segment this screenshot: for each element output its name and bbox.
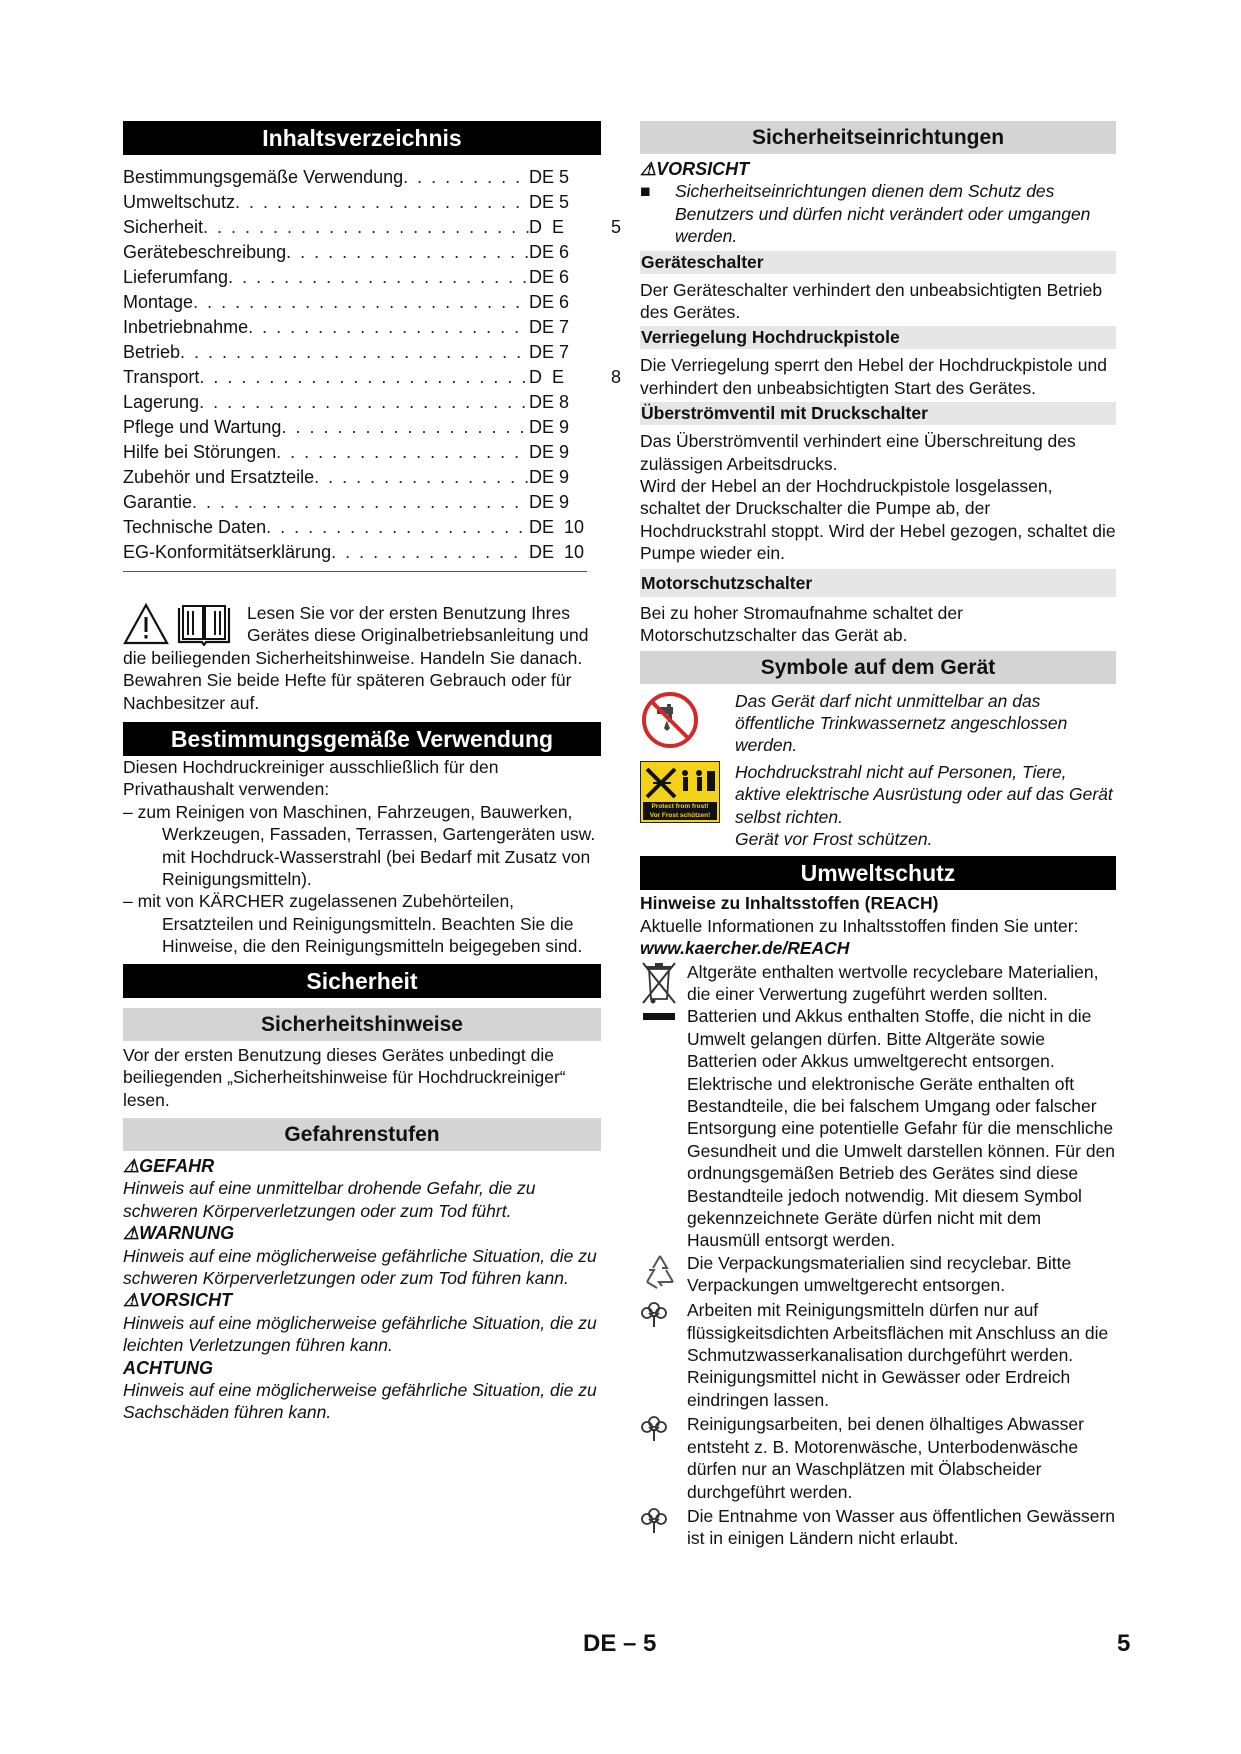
intro-block	[123, 602, 601, 714]
clean-text: Die Entnahme von Wasser aus öffentlichen Gewässern ist in einigen Ländern nicht erlaubt.	[687, 1505, 1115, 1549]
toc-entry[interactable]: Lieferumfang . . . DE 6	[123, 265, 587, 290]
table-of-contents	[123, 165, 622, 572]
hazard-levels-title: Gefahrenstufen	[123, 1118, 601, 1151]
recycle-row	[640, 1252, 1116, 1297]
left-column	[123, 121, 622, 1424]
symbol-text: Gerät vor Frost schützen.	[735, 828, 933, 849]
symbol-row	[640, 761, 1116, 851]
no-spray-label-icon	[640, 761, 720, 823]
clean-text: Arbeiten mit Reinigungsmitteln dürfen nur auf flüssigkeitsdichten Arbeitsflächen mit Anschluss an die Schmutzwasserkanalisation durchgeführt werden. Reinigungsmittel nicht in Gewässer oder Erdreich eindringen lassen.	[687, 1300, 1109, 1410]
safety-hints-title: Sicherheitshinweise	[123, 1008, 601, 1041]
hazard-achtung-text: Hinweis auf eine möglicherweise gefährliche Situation, die zu Sachschäden führen kann.	[123, 1379, 597, 1423]
toc-entry[interactable]: Garantie . . . DE 9	[123, 490, 587, 515]
recycle-text: Die Verpackungsmaterialien sind recyclebar. Bitte Verpackungen umweltgerecht entsorgen.	[687, 1252, 1072, 1296]
safety-hints-text: Vor der ersten Benutzung dieses Gerätes unbedingt die beiliegenden „Sicherheitshinweise für Hochdruckreiniger“ lesen.	[123, 1044, 566, 1110]
crossed-bin-icon	[640, 961, 678, 1023]
hazard-vorsicht: ⚠VORSICHT	[123, 1290, 233, 1311]
intro-text: Lesen Sie vor der ersten Benutzung Ihres Gerätes diese Originalbetriebsanleitung und die beiliegenden Sicherheitshinweise. Handeln Sie danach. Bewahren Sie beide Hefte für späteren Gebrauch oder für Nachbesitzer auf.	[123, 603, 589, 713]
warning-icon: ⚠	[123, 1223, 140, 1244]
usage-item: – mit von KÄRCHER zugelassenen Zubehörteilen, Ersatzteilen und Reinigungsmitteln. Beachten Sie die Hinweise, die den Reinigungsmitteln beigegeben sind.	[123, 891, 583, 957]
hazard-gefahr-text: Hinweis auf eine unmittelbar drohende Gefahr, die zu schweren Körperverletzungen oder zum Tod führt.	[123, 1178, 536, 1221]
footer-page-number: 5	[1117, 1630, 1131, 1657]
warning-icon: ⚠	[123, 1290, 140, 1311]
tree-icon	[640, 1413, 668, 1443]
label-line: Protect from frost!	[651, 802, 709, 810]
reach-text: Aktuelle Informationen zu Inhaltsstoffen finden Sie unter:	[640, 915, 1079, 936]
motor-text: Bei zu hoher Stromaufnahme schaltet der Motorschutzschalter das Gerät ab.	[640, 602, 963, 646]
toc-page-number: 8	[611, 367, 622, 387]
lock-text: Die Verriegelung sperrt den Hebel der Hochdruckpistole und verhindert den unbeabsichtigten Start des Gerätes.	[640, 355, 1107, 398]
environment-title: Umweltschutz	[640, 856, 1116, 890]
hazard-vorsicht-text: Hinweis auf eine möglicherweise gefährliche Situation, die zu leichten Verletzungen führen kann.	[123, 1312, 597, 1356]
warning-icon: ⚠	[123, 1155, 140, 1176]
toc-entry[interactable]: Sicherheit . . . D E 5	[123, 215, 587, 240]
no-drinking-water-icon	[640, 690, 700, 750]
label-line: Vor Frost schützen!	[649, 811, 711, 819]
symbols-title: Symbole auf dem Gerät	[640, 651, 1116, 684]
warning-triangle-icon	[123, 602, 169, 646]
square-bullet-icon: ■	[640, 181, 651, 202]
lock-title: Verriegelung Hochdruckpistole	[640, 326, 1116, 349]
symbol-row	[640, 690, 1116, 757]
switch-text: Der Geräteschalter verhindert den unbeabsichtigten Betrieb des Gerätes.	[640, 279, 1103, 323]
manual-book-icon	[175, 602, 233, 646]
toc-entry[interactable]: Transport . . . D E 8	[123, 365, 587, 390]
toc-entry[interactable]: Gerätebeschreibung . . . DE 6	[123, 240, 587, 265]
weee-row	[640, 961, 1116, 1252]
warning-icon: ⚠	[640, 159, 657, 179]
right-column	[640, 121, 1116, 1550]
toc-entry[interactable]: Zubehör und Ersatzteile . . . DE 9	[123, 465, 587, 490]
toc-page-number: 5	[611, 217, 622, 237]
symbol-text: Das Gerät darf nicht unmittelbar an das öffentliche Trinkwassernetz angeschlossen werden.	[735, 690, 1068, 756]
tree-icon	[640, 1299, 668, 1329]
hazard-achtung: ACHTUNG	[123, 1357, 213, 1378]
clean-row	[640, 1413, 1116, 1503]
symbol-text: Hochdruckstrahl nicht auf Personen, Tiere, aktive elektrische Ausrüstung oder auf das Gerät selbst richten.	[735, 761, 1113, 827]
devices-vorsicht: ⚠VORSICHT	[640, 159, 750, 179]
toc-entry[interactable]: Lagerung . . . DE 8	[123, 390, 587, 415]
devices-title: Sicherheitseinrichtungen	[640, 121, 1116, 154]
intro-icons	[123, 602, 241, 646]
tree-icon	[640, 1505, 668, 1535]
hazard-gefahr: ⚠GEFAHR	[123, 1155, 215, 1176]
toc-entry[interactable]: Pflege und Wartung . . . DE 9	[123, 415, 587, 440]
toc-entry[interactable]: Technische Daten . . . DE 10	[123, 515, 587, 540]
weee-text: Altgeräte enthalten wertvolle recyclebare Materialien, die einer Verwertung zugeführt werden sollten. Batterien und Akkus enthalten Stoffe, die nicht in die Umwelt gelangen dürfen. Bitte Altgeräte sowie Batterien oder Akkus umweltgerecht entsorgen.	[687, 961, 1099, 1072]
hazard-warnung-text: Hinweis auf eine möglicherweise gefährliche Situation, die zu schweren Körperverletzungen oder zum Tod führen kann.	[123, 1245, 597, 1288]
toc-entry[interactable]: Inbetriebnahme . . . DE 7	[123, 315, 587, 340]
valve-text: Wird der Hebel an der Hochdruckpistole losgelassen, schaltet der Druckschalter die Pumpe ab, der Hochdruckstrahl stoppt. Wird der Hebel gezogen, schaltet die Pumpe wieder ein.	[640, 476, 1116, 564]
recycle-icon	[640, 1252, 680, 1292]
reach-title: Hinweise zu Inhaltsstoffen (REACH)	[640, 893, 939, 914]
toc-entry[interactable]: Betrieb . . . DE 7	[123, 340, 587, 365]
toc-title: Inhaltsverzeichnis	[123, 121, 601, 155]
motor-title: Motorschutzschalter	[640, 569, 1116, 597]
toc-entry[interactable]: Hilfe bei Störungen . . . DE 9	[123, 440, 587, 465]
clean-row	[640, 1505, 1116, 1550]
devices-bullet: ■ Sicherheitseinrichtungen dienen dem Schutz des Benutzers und dürfen nicht verändert oder umgangen werden.	[640, 181, 1091, 247]
usage-title: Bestimmungsgemäße Verwendung	[123, 722, 601, 756]
toc-entry[interactable]: Bestimmungsgemäße Verwendung . . . DE 5	[123, 165, 587, 190]
valve-title: Überströmventil mit Druckschalter	[640, 402, 1116, 425]
usage-item: – zum Reinigen von Maschinen, Fahrzeugen, Bauwerken, Werkzeugen, Fassaden, Terrassen, Gartengeräten usw. mit Hochdruck-Wasserstrahl (bei Bedarf mit Zusatz von Reinigungsmitteln).	[123, 801, 596, 890]
toc-entry[interactable]: Montage . . . DE 6	[123, 290, 587, 315]
reach-url[interactable]: www.kaercher.de/REACH	[640, 938, 850, 959]
usage-intro: Diesen Hochdruckreiniger ausschließlich für den Privathaushalt verwenden:	[123, 757, 499, 800]
weee-text: Elektrische und elektronische Geräte enthalten oft Bestandteile, die bei falschem Umgang oder falscher Entsorgung eine potentielle Gefahr für die menschliche Gesundheit und die Umwelt darstellen können. Für den ordnungsgemäßen Betrieb des Gerätes sind diese Bestandteile jedoch notwendig. Mit diesem Symbol gekennzeichnete Geräte dürfen nicht mit dem Hausmüll entsorgt werden.	[687, 1073, 1116, 1251]
valve-text: Das Überströmventil verhindert eine Überschreitung des zulässigen Arbeitsdrucks.	[640, 431, 1076, 474]
footer-page-label: DE – 5	[583, 1630, 657, 1657]
switch-title: Geräteschalter	[640, 251, 1116, 274]
safety-title: Sicherheit	[123, 964, 601, 998]
toc-entry[interactable]: EG-Konformitätserklärung . . . DE 10	[123, 540, 587, 565]
hazard-warnung: ⚠WARNUNG	[123, 1223, 235, 1244]
clean-row	[640, 1299, 1116, 1411]
toc-entry[interactable]: Umweltschutz . . . DE 5	[123, 190, 587, 215]
no-spray-person-icon	[641, 763, 719, 801]
clean-text: Reinigungsarbeiten, bei denen ölhaltiges Abwasser entsteht z. B. Motorenwäsche, Unterbodenwäsche dürfen nur an Waschplätzen mit Ölabscheider durchgeführt werden.	[687, 1414, 1084, 1502]
